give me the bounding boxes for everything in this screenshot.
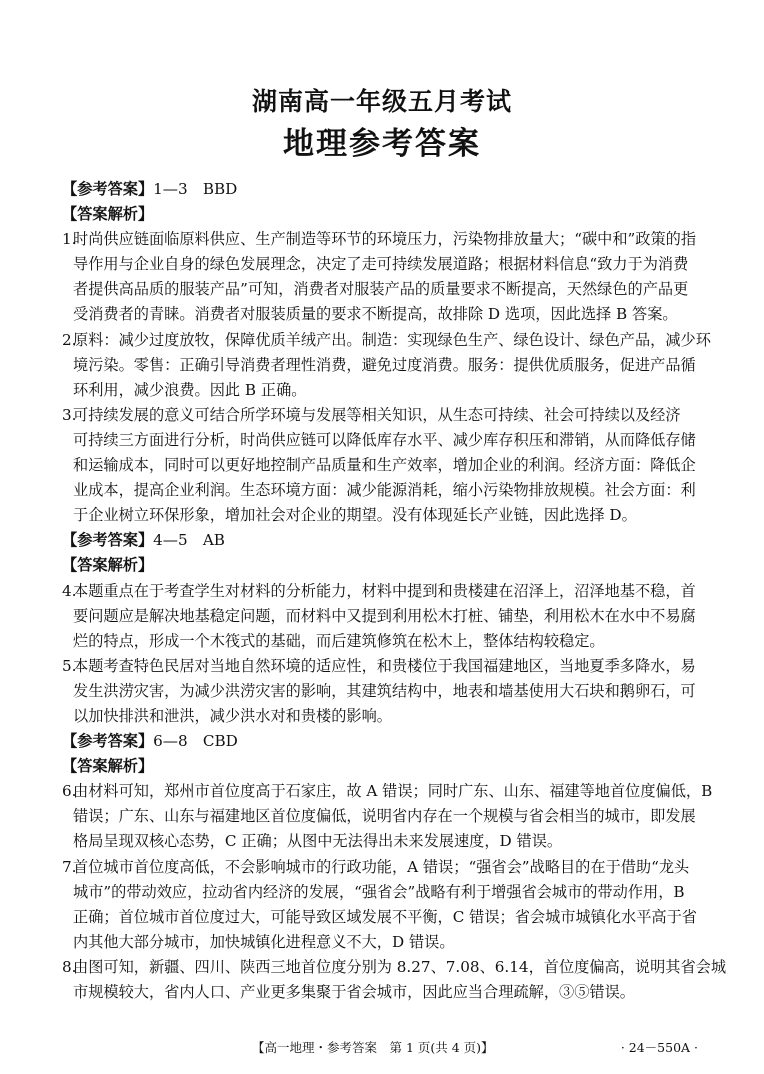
item-number: 5. xyxy=(62,656,77,675)
footer-page-info: 【高一地理・参考答案 第 1 页(共 4 页)】 xyxy=(252,1040,494,1055)
analysis-text-line: 错误；广东、山东与福建地区首位度偏低，说明省内存在一个规模与省会相当的城市，即发展 xyxy=(73,807,696,826)
analysis-text-line: 可持续三方面进行分析，时尚供应链可以降低库存水平、减少库存积压和滞销，从而降低存储 xyxy=(73,430,696,449)
analysis-text-line: 格局呈现双核心态势，C 正确；从图中无法得出未来发展速度，D 错误。 xyxy=(73,832,563,851)
analysis-text-line: 以加快排洪和泄洪，减少洪水对和贵楼的影响。 xyxy=(73,706,392,725)
analysis-text-line: 境污染。零售：正确引导消费者理性消费，避免过度消费。服务：提供优质服务，促进产品循 xyxy=(73,355,696,374)
answer-key-line xyxy=(62,729,698,754)
item-number: 4. xyxy=(62,581,77,600)
analysis-heading: 【答案解析】 xyxy=(62,556,154,575)
item-number: 7. xyxy=(62,857,77,876)
answer-key-value: 6—8 CBD xyxy=(153,732,238,751)
analysis-text-line: 由材料可知，郑州市首位度高于石家庄，故 A 错误；同时广东、山东、福建等地首位度偏低，B xyxy=(73,782,713,801)
analysis-heading: 【答案解析】 xyxy=(62,757,154,776)
analysis-text-line: 由图可知，新疆、四川、陕西三地首位度分别为 8.27、7.08、6.14，首位度偏高，说明其省会城 xyxy=(73,957,727,976)
analysis-heading: 【答案解析】 xyxy=(62,205,154,224)
analysis-text-line: 本题重点在于考查学生对材料的分析能力，材料中提到和贵楼建在沼泽上，沼泽地基不稳，首 xyxy=(73,581,696,600)
answer-content xyxy=(62,177,727,1005)
item-number: 6. xyxy=(62,782,77,801)
answer-key-value: 4—5 AB xyxy=(153,531,225,550)
analysis-text-line: 于企业树立环保形象，增加社会对企业的期望。没有体现延长产业链，因此选择 D。 xyxy=(73,506,637,525)
answer-key-label: 【参考答案】 xyxy=(62,180,154,198)
analysis-text-line: 受消费者的青睐。消费者对服装质量的要求不断提高，故排除 D 选项，因此选择 B 答案。 xyxy=(73,305,678,324)
analysis-text-line: 城市”的带动效应，拉动省内经济的发展，“强省会”战略有利于增强省会城市的带动作用，B xyxy=(73,882,685,901)
analysis-text-line: 和运输成本，同时可以更好地控制产品质量和生产效率，增加企业的利润。经济方面：降低企 xyxy=(73,456,696,475)
answer-key-label: 【参考答案】 xyxy=(62,732,154,751)
analysis-item xyxy=(62,955,727,1005)
analysis-item xyxy=(62,579,698,654)
answer-key-value: 1—3 BBD xyxy=(153,180,238,198)
answer-key-line xyxy=(62,177,698,202)
analysis-item xyxy=(62,855,698,955)
analysis-text-line: 市规模较大，省内人口、产业更多集聚于省会城市，因此应当合理疏解，③⑤错误。 xyxy=(73,983,635,1001)
item-number: 2. xyxy=(62,330,77,349)
analysis-text-line: 本题考查特色民居对当地自然环境的适应性，和贵楼位于我国福建地区，当地夏季多降水，易 xyxy=(73,656,696,675)
analysis-text-line: 业成本，提高企业利润。生态环境方面：减少能源消耗，缩小污染物排放规模。社会方面：利 xyxy=(73,481,696,500)
analysis-text-line: 正确；首位城市首位度过大，可能导致区域发展不平衡，C 错误；省会城市城镇化水平高于省 xyxy=(73,907,697,926)
exam-title: 湖南高一年级五月考试 xyxy=(251,87,512,116)
analysis-item xyxy=(62,227,698,327)
analysis-item xyxy=(62,779,713,854)
page-footer xyxy=(0,1038,764,1058)
analysis-item xyxy=(62,328,711,403)
answer-key-label: 【参考答案】 xyxy=(62,531,154,550)
analysis-text-line: 者提供高品质的服装产品”可知，消费者对服装产品的质量要求不断提高，天然绿色的产品更 xyxy=(73,280,689,299)
analysis-text-line: 导作用与企业自身的绿色发展理念，决定了走可持续发展道路；根据材料信息“致力于为消费 xyxy=(73,255,689,274)
analysis-text-line: 发生洪涝灾害，为减少洪涝灾害的影响，其建筑结构中，地表和墙基使用大石块和鹅卵石，可 xyxy=(73,681,696,700)
analysis-item xyxy=(62,654,698,729)
answer-key-title: 地理参考答案 xyxy=(283,126,481,162)
analysis-text-line: 原料：减少过度放牧，保障优质羊绒产出。制造：实现绿色生产、绿色设计、绿色产品，减少环 xyxy=(73,330,711,349)
answer-key-line xyxy=(62,528,698,553)
analysis-text-line: 烂的特点，形成一个木筏式的基础，而后建筑修筑在松木上，整体结构较稳定。 xyxy=(73,631,605,650)
item-number: 8. xyxy=(62,957,77,976)
analysis-text-line: 首位城市首位度高低，不会影响城市的行政功能，A 错误；“强省会”战略目的在于借助“龙头 xyxy=(73,857,690,876)
footer-code: · 24－550A · xyxy=(620,1040,698,1055)
item-number: 1. xyxy=(62,230,77,249)
analysis-text-line: 环利用，减少浪费。因此 B 正确。 xyxy=(73,380,307,399)
analysis-item xyxy=(62,403,698,528)
item-number: 3. xyxy=(62,405,77,424)
analysis-text-line: 要问题应是解决地基稳定问题，而材料中又提到利用松木打桩、铺垫，利用松木在水中不易腐 xyxy=(73,606,696,625)
analysis-text-line: 时尚供应链面临原料供应、生产制造等环节的环境压力，污染物排放量大；“碳中和”政策的指 xyxy=(73,230,697,249)
analysis-text-line: 内其他大部分城市，加快城镇化进程意义不大，D 错误。 xyxy=(73,932,455,951)
analysis-text-line: 可持续发展的意义可结合所学环境与发展等相关知识，从生态可持续、社会可持续以及经济 xyxy=(73,405,681,424)
